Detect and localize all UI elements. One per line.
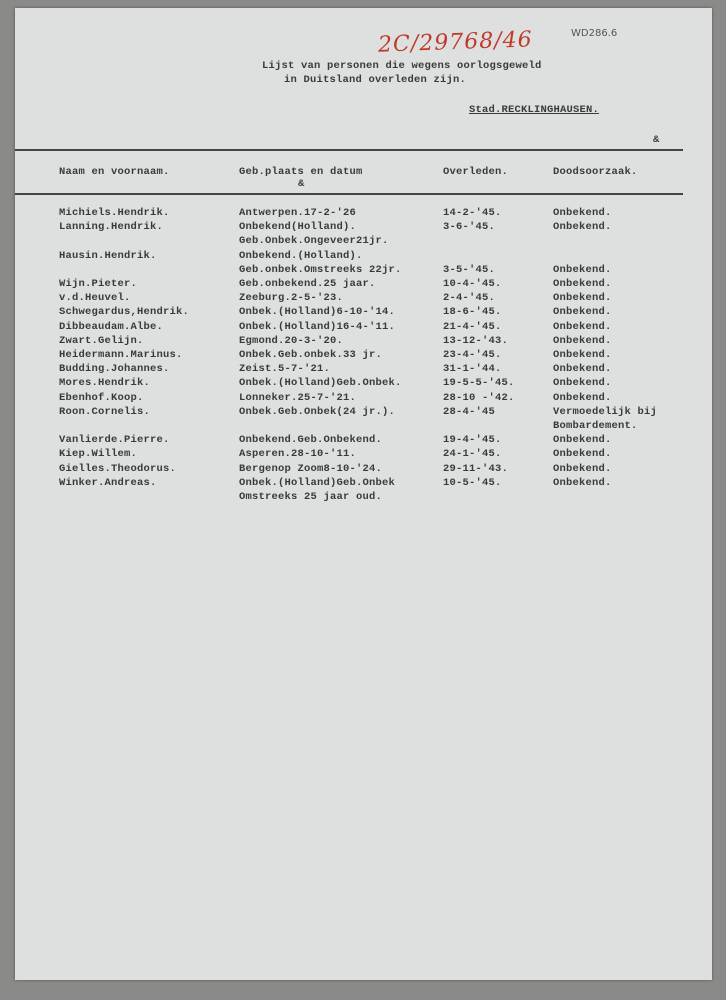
- cell-birth: Zeist.5-7-'21.: [239, 363, 331, 376]
- table-row: [15, 207, 712, 220]
- table-row: [15, 235, 712, 248]
- document-page: [15, 8, 712, 980]
- cell-died: 28-10 -'42.: [443, 391, 515, 404]
- cell-name: Wijn.Pieter.: [59, 278, 138, 290]
- cell-birth: Geb.onbekend.25 jaar.: [239, 278, 376, 290]
- cell-cause: Onbekend.: [553, 391, 612, 404]
- table-row: [15, 477, 712, 490]
- table-row: [15, 491, 712, 504]
- table-row: [15, 363, 712, 376]
- cell-cause: Onbekend.: [553, 292, 612, 305]
- header-rule-top: [15, 149, 683, 151]
- table-row: [15, 306, 712, 319]
- cell-cause: Onbekend.: [553, 476, 612, 489]
- cell-name: Michiels.Hendrik.: [59, 207, 170, 219]
- cell-name: Gielles.Theodorus.: [59, 462, 177, 475]
- column-header-name: Naam en voornaam.: [59, 166, 170, 178]
- cell-died: 28-4-'45: [443, 405, 496, 418]
- cell-birth: Geb.Onbek.Ongeveer21jr.: [239, 235, 389, 248]
- cell-died: 23-4-'45.: [443, 349, 502, 361]
- cell-died: 19-4-'45.: [443, 434, 502, 447]
- cell-birth: Asperen.28-10-'11.: [239, 448, 357, 461]
- table-row: [15, 335, 712, 348]
- table-row: [15, 250, 712, 263]
- cell-name: Lanning.Hendrik.: [59, 221, 164, 234]
- cell-birth: Onbekend.(Holland).: [239, 249, 363, 262]
- cell-died: 19-5-5-'45.: [443, 377, 515, 390]
- table-row: [15, 377, 712, 390]
- cell-birth: Zeeburg.2-5-'23.: [239, 292, 344, 305]
- cell-birth: Onbek.Geb.Onbek(24 jr.).: [239, 405, 396, 418]
- cell-name: Zwart.Gelijn.: [59, 334, 144, 347]
- table-row: [15, 292, 712, 305]
- table-row: [15, 448, 712, 461]
- header-rule-bottom: [15, 193, 683, 195]
- table-row: [15, 463, 712, 476]
- cell-name: Schwegardus,Hendrik.: [59, 306, 190, 319]
- cell-name: Mores.Hendrik.: [59, 377, 151, 390]
- table-row: [15, 278, 712, 291]
- cell-cause: Onbekend.: [553, 306, 612, 319]
- cell-name: Budding.Johannes.: [59, 363, 170, 376]
- table-row: [15, 392, 712, 405]
- cell-cause: Onbekend.: [553, 434, 612, 447]
- cell-birth: Omstreeks 25 jaar oud.: [239, 491, 383, 503]
- cell-name: Hausin.Hendrik.: [59, 249, 157, 262]
- table-row: [15, 221, 712, 234]
- city-label: Stad.RECKLINGHAUSEN.: [469, 104, 600, 116]
- table-row: [15, 349, 712, 362]
- cell-cause: Vermoedelijk bij: [553, 405, 658, 418]
- cell-cause: Onbekend.: [553, 377, 612, 390]
- column-header-birth: Geb.plaats en datum: [239, 166, 363, 178]
- title-line-1: Lijst van personen die wegens oorlogsgeweld: [262, 60, 542, 72]
- cell-died: 21-4-'45.: [443, 320, 502, 333]
- cell-name: Winker.Andreas.: [59, 476, 157, 489]
- cell-cause: Onbekend.: [553, 263, 612, 276]
- table-row: [15, 420, 712, 433]
- cell-birth: Antwerpen.17-2-'26: [239, 207, 357, 219]
- margin-mark: &: [653, 134, 660, 146]
- cell-cause: Onbekend.: [553, 448, 612, 461]
- table-row: [15, 264, 712, 277]
- cell-died: 10-5-'45.: [443, 476, 502, 489]
- cell-birth: Onbekend.Geb.Onbekend.: [239, 434, 383, 447]
- cell-name: Vanlierde.Pierre.: [59, 434, 170, 447]
- cell-cause: Onbekend.: [553, 221, 612, 234]
- cell-birth: Onbek.(Holland)Geb.Onbek.: [239, 377, 402, 390]
- cell-birth: Onbek.(Holland)Geb.Onbek: [239, 476, 396, 489]
- cell-name: Dibbeaudam.Albe.: [59, 320, 164, 333]
- cell-died: 29-11-'43.: [443, 462, 509, 475]
- cell-cause: Onbekend.: [553, 363, 612, 376]
- cell-cause: Bombardement.: [553, 420, 638, 432]
- table-row: [15, 434, 712, 447]
- cell-died: 14-2-'45.: [443, 207, 502, 219]
- cell-died: 2-4-'45.: [443, 292, 496, 305]
- header-mark: &: [298, 178, 305, 190]
- cell-cause: Onbekend.: [553, 320, 612, 333]
- cell-birth: Egmond.20-3-'20.: [239, 334, 344, 347]
- column-header-cause: Doodsoorzaak.: [553, 166, 638, 178]
- cell-birth: Bergenop Zoom8-10-'24.: [239, 462, 383, 475]
- cell-died: 18-6-'45.: [443, 306, 502, 319]
- cell-died: 3-5-'45.: [443, 263, 496, 276]
- cell-birth: Lonneker.25-7-'21.: [239, 391, 357, 404]
- cell-name: Kiep.Willem.: [59, 448, 138, 461]
- archive-stamp: WD286.6: [571, 28, 618, 39]
- cell-died: 3-6-'45.: [443, 221, 496, 234]
- cell-died: 31-1-'44.: [443, 363, 502, 376]
- cell-died: 10-4-'45.: [443, 278, 502, 290]
- cell-name: v.d.Heuvel.: [59, 292, 131, 305]
- table-row: [15, 321, 712, 334]
- column-header-died: Overleden.: [443, 166, 509, 178]
- cell-name: Roon.Cornelis.: [59, 405, 151, 418]
- cell-name: Heidermann.Marinus.: [59, 349, 183, 361]
- cell-cause: Onbekend.: [553, 334, 612, 347]
- cell-cause: Onbekend.: [553, 349, 612, 361]
- cell-birth: Onbek.(Holland)6-10-'14.: [239, 306, 396, 319]
- title-line-2: in Duitsland overleden zijn.: [284, 74, 467, 86]
- cell-birth: Onbek.(Holland)16-4-'11.: [239, 320, 396, 333]
- cell-birth: Onbek.Geb.onbek.33 jr.: [239, 349, 383, 361]
- cell-died: 24-1-'45.: [443, 448, 502, 461]
- cell-cause: Onbekend.: [553, 278, 612, 290]
- cell-cause: Onbekend.: [553, 462, 612, 475]
- handwritten-archive-reference: 2C/29768/46: [377, 27, 534, 58]
- cell-cause: Onbekend.: [553, 207, 612, 219]
- cell-name: Ebenhof.Koop.: [59, 391, 144, 404]
- cell-birth: Geb.onbek.Omstreeks 22jr.: [239, 263, 402, 276]
- cell-birth: Onbekend(Holland).: [239, 221, 357, 234]
- cell-died: 13-12-'43.: [443, 334, 509, 347]
- table-row: [15, 406, 712, 419]
